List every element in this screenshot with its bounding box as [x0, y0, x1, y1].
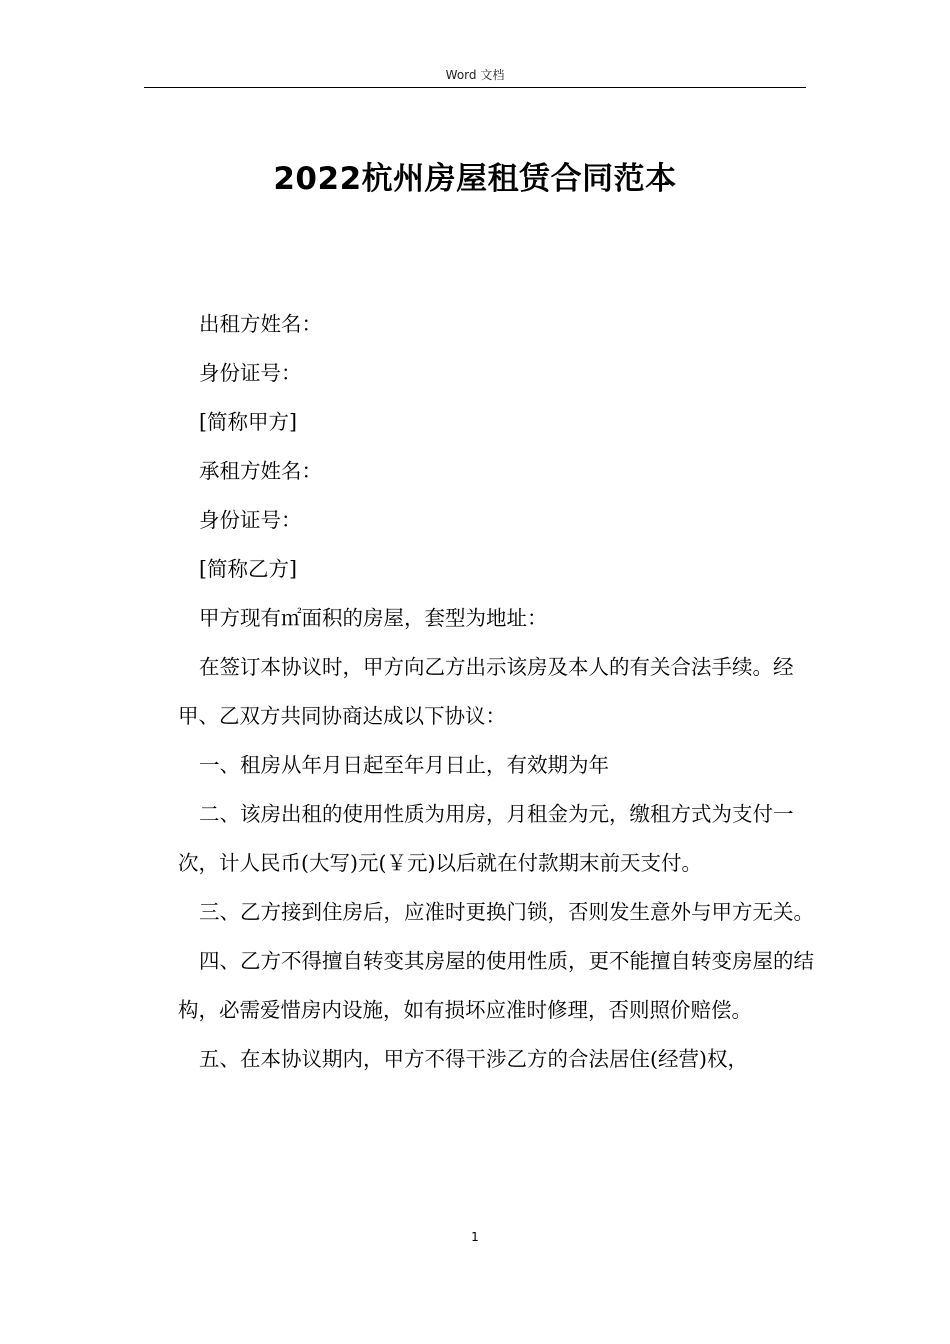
paragraph-clause-1: 一、租房从年月日起至年月日止，有效期为年 — [199, 753, 609, 777]
paragraph-clause-2: 二、该房出租的使用性质为用房，月租金为元，缴租方式为支付一次，计人民币(大写)元(￥元)以后就在付款期末前天支付。 — [178, 802, 794, 875]
paragraph-clause-4: 四、乙方不得擅自转变其房屋的使用性质，更不能擅自转变房屋的结构，必需爱惜房内设施，如有损坏应准时修理，否则照价赔偿。 — [178, 949, 814, 1022]
paragraph-property: 甲方现有㎡面积的房屋，套型为地址： — [199, 606, 548, 630]
document-title: 2022杭州房屋租赁合同范本 — [273, 161, 677, 197]
paragraph-clause-3: 三、乙方接到住房后，应准时更换门锁，否则发生意外与甲方无关。 — [199, 900, 814, 924]
header-divider — [144, 87, 806, 88]
page-number: 1 — [471, 1230, 479, 1244]
document-body — [178, 300, 814, 1084]
paragraph-lessor-name: 出租方姓名： — [199, 312, 322, 336]
paragraph-party-b: [简称乙方] — [199, 557, 297, 581]
paragraph-lessor-id: 身份证号： — [199, 361, 302, 385]
paragraph-party-a: [简称甲方] — [199, 410, 297, 434]
paragraph-clause-5: 五、在本协议期内，甲方不得干涉乙方的合法居住(经营)权， — [199, 1047, 748, 1071]
paragraph-preamble: 在签订本协议时，甲方向乙方出示该房及本人的有关合法手续。经甲、乙双方共同协商达成以下协议： — [178, 655, 794, 728]
paragraph-lessee-name: 承租方姓名： — [199, 459, 322, 483]
header-label: Word 文档 — [445, 68, 505, 82]
paragraph-lessee-id: 身份证号： — [199, 508, 302, 532]
